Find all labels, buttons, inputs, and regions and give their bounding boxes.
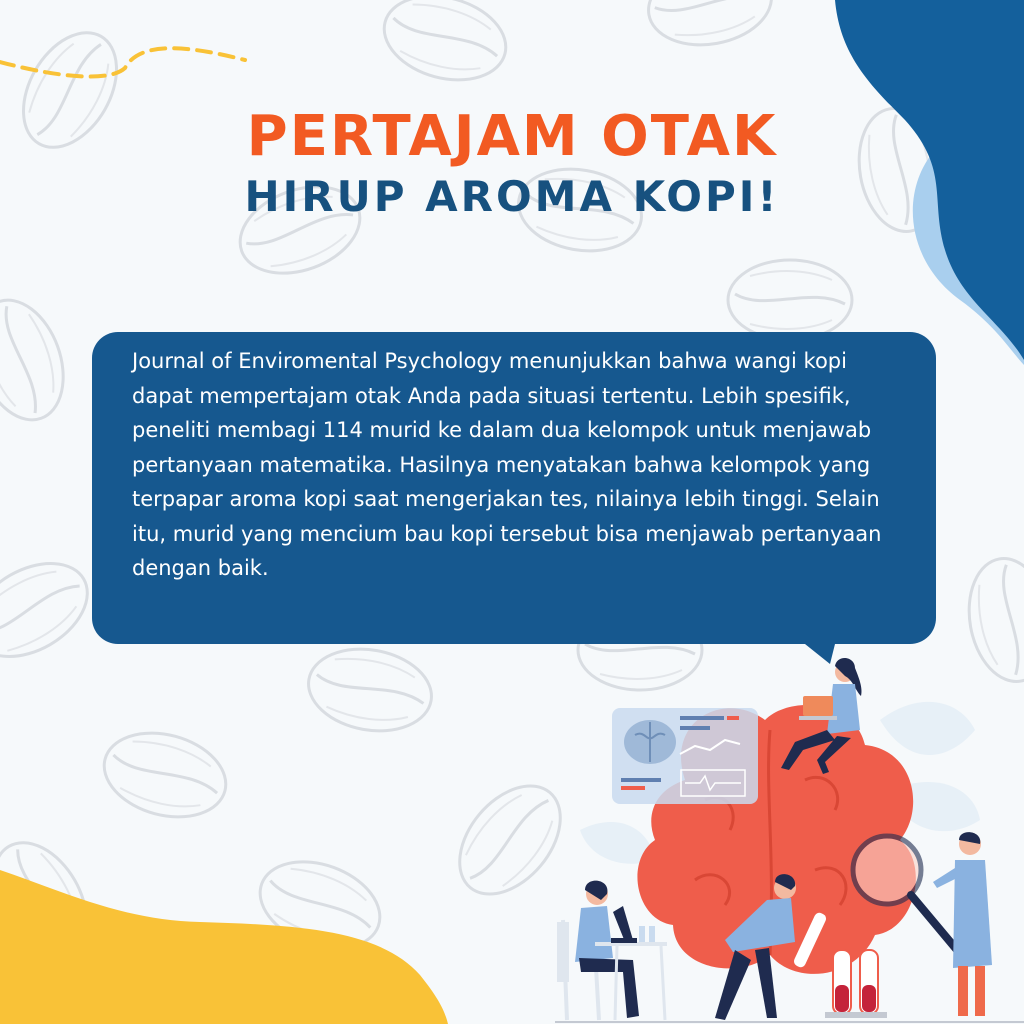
title-line-2: HIRUP AROMA KOPI! bbox=[244, 172, 780, 221]
speech-bubble bbox=[92, 332, 936, 644]
dashed-line bbox=[0, 48, 245, 76]
researcher-magnifier bbox=[933, 832, 992, 1016]
laptop-icon bbox=[799, 696, 837, 720]
blob-yellow bbox=[0, 870, 448, 1024]
microscope-icon bbox=[611, 906, 637, 943]
monitor-panel bbox=[612, 708, 758, 804]
test-tube-icon bbox=[825, 950, 887, 1018]
brain-research-illustration bbox=[555, 650, 1024, 1024]
title-line-1: PERTAJAM OTAK bbox=[246, 104, 778, 169]
article-text: Journal of Enviromental Psychology menunjukkan bahwa wangi kopi dapat mempertajam otak Anda pada situasi tertentu. Lebih spesifik, peneliti membagi 114 murid ke dalam dua kelompok untuk menjawab pertanyaan matematika. Hasilnya menyatakan bahwa kelompok yang terpapar aroma kopi saat mengerjakan tes, nilainya lebih tinggi. Selain itu, murid yang mencium bau kopi tersebut bisa menjawab pertanyaan dengan baik. bbox=[132, 349, 882, 580]
